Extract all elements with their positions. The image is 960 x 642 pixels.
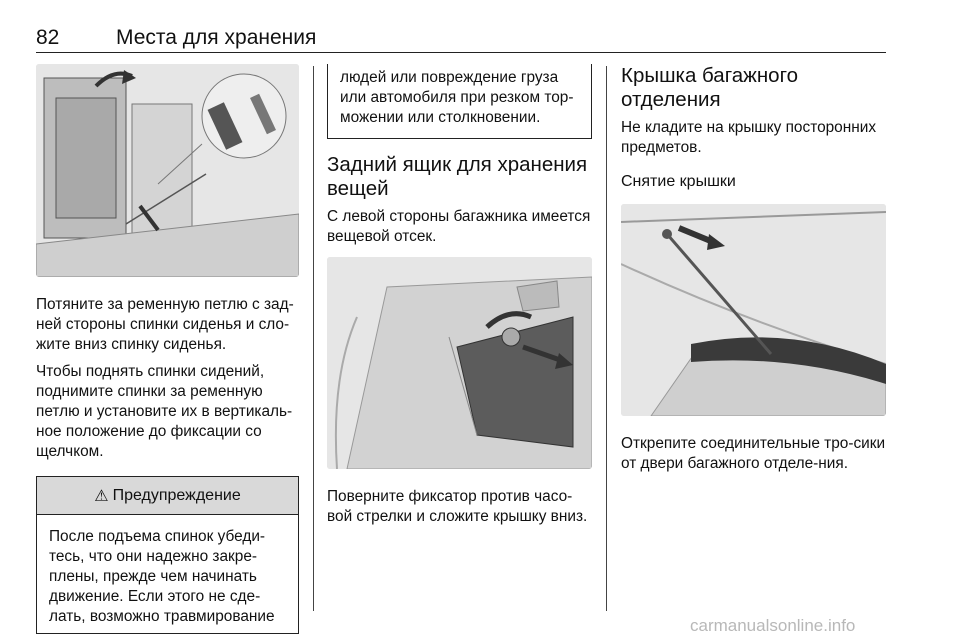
warning-body	[37, 515, 298, 633]
instruction-paragraph: Чтобы поднять спинки сидений, поднимите спинки за ременную петлю и установите их в вертикаль-ное положение до фиксации со щелчком.	[36, 363, 293, 460]
section-paragraph: Поверните фиксатор против часо-вой стрелки и сложите крышку вниз.	[327, 488, 588, 525]
cargo-cover-illustration	[621, 204, 886, 416]
column-divider	[313, 66, 314, 611]
subheading: Снятие крышки	[621, 173, 736, 190]
section-heading: Задний ящик для хранения вещей	[327, 153, 588, 200]
warning-header	[37, 477, 298, 515]
warning-title: Предупреждение	[112, 486, 241, 504]
warning-text-continued: людей или повреждение груза или автомобиля при резком тор-можении или столкновении.	[340, 69, 574, 126]
column-divider	[606, 66, 607, 611]
section-paragraph: Не кладите на крышку посторонних предметов.	[621, 119, 877, 156]
warning-triangle-icon: ⚠	[94, 487, 109, 505]
page-number: 82	[36, 26, 60, 49]
storage-box-illustration	[327, 257, 592, 469]
watermark: carmanualsonline.info	[690, 616, 856, 635]
section-paragraph: С левой стороны багажника имеется вещевой отсек.	[327, 208, 591, 245]
warning-continuation-box	[327, 64, 592, 139]
warning-box	[36, 476, 299, 634]
instruction-paragraph: Потяните за ременную петлю с зад-ней стороны спинки сиденья и сло-жите вниз спинку сиденья.	[36, 296, 294, 353]
page-header	[36, 26, 886, 53]
seat-fold-illustration	[36, 64, 299, 277]
warning-text: После подъема спинок убеди-тесь, что они надежно закре-плены, прежде чем начинать движение. Если этого не сде-лать, возможно травмирование	[49, 528, 275, 625]
column-right	[621, 64, 886, 474]
section-heading: Крышка багажного отделения	[621, 64, 799, 111]
column-middle	[327, 64, 592, 527]
section-paragraph: Открепите соединительные тро-сики от двери багажного отделе-ния.	[621, 435, 886, 472]
column-left	[36, 64, 299, 634]
page-title: Места для хранения	[116, 26, 317, 49]
